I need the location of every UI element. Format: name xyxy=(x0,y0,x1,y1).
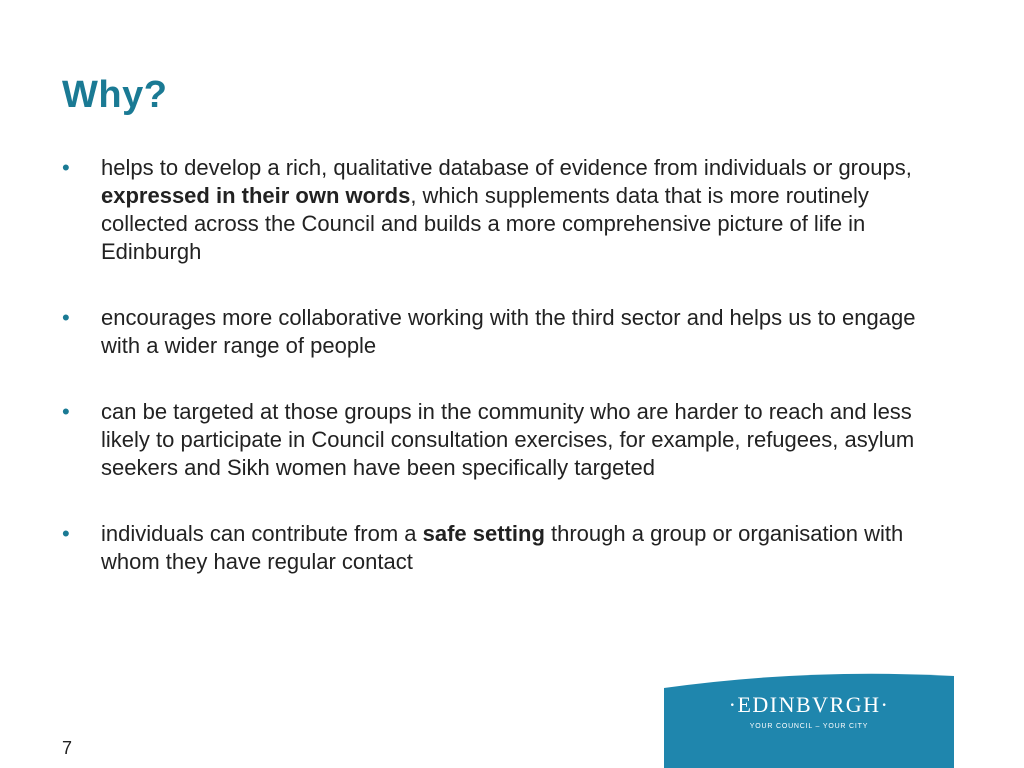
logo-tagline: YOUR COUNCIL – YOUR CITY xyxy=(749,723,869,730)
edinburgh-logo xyxy=(664,668,954,768)
bullet-text-part: encourages more collaborative working with the third sector and helps us to engage with a wider range of people xyxy=(101,305,916,358)
bullet-text-4 xyxy=(101,521,903,574)
bullet-marker: • xyxy=(62,155,70,180)
bullet-text-part: , which supplements data that is more routinely collected across the Council and builds a more comprehensive picture of life in Edinburgh xyxy=(101,183,869,264)
bullet-marker: • xyxy=(62,305,70,330)
logo-wordmark: ·EDINBVRGH· xyxy=(728,692,890,717)
bullet-text-2 xyxy=(101,305,915,358)
bullet-marker: • xyxy=(62,399,70,424)
slide-title: Why? xyxy=(62,74,168,116)
bullet-item xyxy=(62,520,942,576)
bullet-text-part: individuals can contribute from a xyxy=(101,521,423,546)
logo-svg xyxy=(664,668,954,768)
bullet-text-part: helps to develop a rich, qualitative database of evidence from individuals or groups, xyxy=(101,155,912,180)
bullet-text-3 xyxy=(101,399,914,480)
bullet-item xyxy=(62,304,942,360)
bullet-text-1 xyxy=(101,155,912,264)
bullet-list xyxy=(62,154,942,614)
logo-background xyxy=(664,674,954,768)
bullet-item xyxy=(62,154,942,266)
bullet-text-part: through a group or organisation with whom they have regular contact xyxy=(101,521,904,574)
bullet-text-part: can be targeted at those groups in the community who are harder to reach and less likely to participate in Council consultation exercises, for example, refugees, asylum seekers and Sikh women have been specifically targeted xyxy=(101,399,915,480)
bullet-marker: • xyxy=(62,521,70,546)
bullet-item xyxy=(62,398,942,482)
page-number: 7 xyxy=(62,738,73,758)
bullet-text-emphasis: safe setting xyxy=(422,521,545,546)
bullet-text-emphasis: expressed in their own words xyxy=(101,183,411,208)
